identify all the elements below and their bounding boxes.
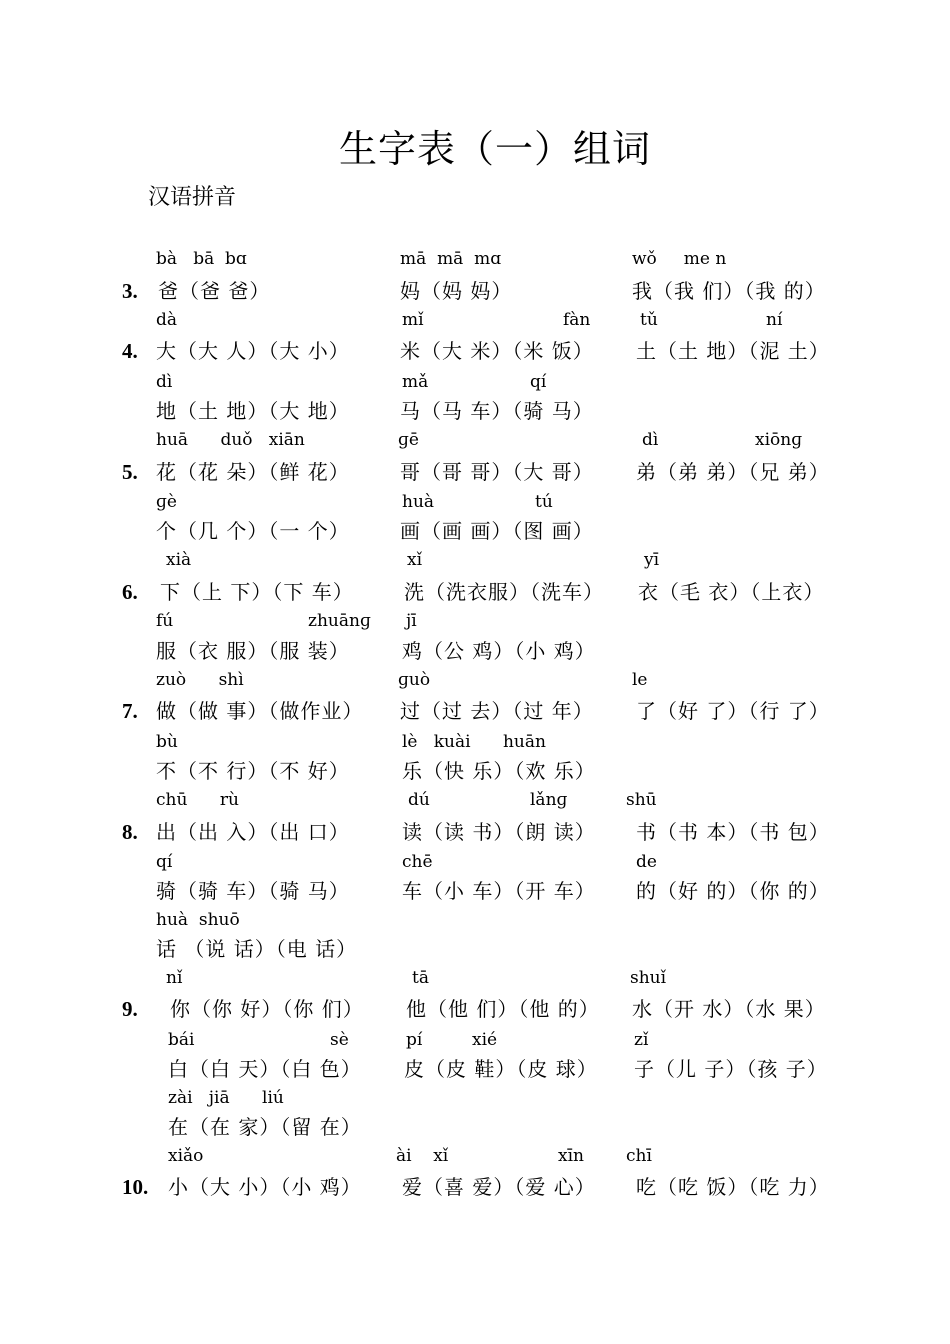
pinyin-text: shuǐ [630,968,667,988]
word-group-text: 爱（喜 爱）（爱 心） [402,1175,596,1199]
lesson-number: 10. [122,1175,149,1199]
pinyin-text: chū rù [156,790,239,810]
pinyin-text: shū [626,790,657,810]
word-group-text: 爸（爸 爸） [158,279,271,303]
word-group-text: 马（马 车）（骑 马） [400,399,594,423]
word-group-text: 的（好 的）（你 的） [636,879,830,903]
pinyin-text: ài xǐ [396,1146,449,1166]
pinyin-text: ní [766,310,783,330]
pinyin-text: huà shuō [156,910,240,930]
word-group-text: 他（他 们）（他 的） [406,997,600,1021]
pinyin-text: jī [406,611,417,631]
pinyin-text: yī [644,550,660,570]
pinyin-text: xié [472,1030,498,1050]
pinyin-text: zhuānɡ [308,611,371,631]
word-group-text: 做（做 事）（做作业） [156,699,364,723]
pinyin-text: tú [535,492,553,512]
pinyin-text: pí [406,1030,423,1050]
pinyin-text: chī [626,1146,652,1166]
pinyin-text: bù [156,732,178,752]
word-group-text: 乐（快 乐）（欢 乐） [402,759,596,783]
pinyin-text: le [632,670,648,690]
pinyin-text: ɡuò [398,670,431,690]
word-group-text: 下（上 下）（下 车） [160,580,354,604]
lesson-number: 4. [122,339,138,363]
word-group-text: 书（书 本）（书 包） [636,820,830,844]
pinyin-text: lè kuài huān [402,732,546,752]
page-title: 生字表（一）组词 [338,127,651,171]
pinyin-text: xiǎo [168,1146,204,1166]
word-group-text: 过（过 去）（过 年） [400,699,594,723]
pinyin-text: zuò shì [156,670,244,690]
lesson-number: 8. [122,820,138,844]
lesson-number: 6. [122,580,138,604]
pinyin-text: mā mā mɑ [400,249,502,269]
pinyin-text: bái [168,1030,195,1050]
word-group-text: 出（出 入）（出 口） [156,820,350,844]
word-group-text: 白（白 天）（白 色） [168,1057,362,1081]
word-group-text: 个（几 个）（一 个） [156,519,350,543]
word-group-text: 车（小 车）（开 车） [402,879,596,903]
word-group-text: 大（大 人）（大 小） [156,339,350,363]
word-group-text: 吃（吃 饭）（吃 力） [636,1175,830,1199]
word-group-text: 画（画 画）（图 画） [400,519,594,543]
pinyin-text: wǒ me n [632,249,727,269]
word-group-text: 洗（洗衣服）（洗车） [404,580,604,604]
pinyin-text: dì [642,430,659,450]
pinyin-text: zài jiā liú [168,1088,284,1108]
pinyin-text: huà [402,492,435,512]
pinyin-text: mǐ [402,310,424,330]
pinyin-text: zǐ [634,1030,649,1050]
pinyin-text: tǔ [640,310,658,330]
pinyin-text: qí [156,852,173,872]
word-group-text: 子（儿 子）（孩 子） [634,1057,828,1081]
pinyin-text: dà [156,310,178,330]
word-group-text: 读（读 书）（朗 读） [402,820,596,844]
word-group-text: 皮（皮 鞋）（皮 球） [404,1057,598,1081]
lesson-number: 9. [122,997,138,1021]
pinyin-text: xǐ [407,550,423,570]
word-group-text: 了（好 了）（行 了） [636,699,830,723]
pinyin-text: xiōnɡ [755,430,803,450]
word-group-text: 花（花 朵）（鲜 花） [156,460,350,484]
word-group-text: 小（大 小）（小 鸡） [168,1175,362,1199]
word-group-text: 弟（弟 弟）（兄 弟） [636,460,830,484]
pinyin-text: xīn [558,1146,584,1166]
word-group-text: 水（开 水）（水 果） [632,997,826,1021]
word-group-text: 服（衣 服）（服 装） [156,639,350,663]
word-group-text: 不（不 行）（不 好） [156,759,350,783]
word-group-text: 土（土 地）（泥 土） [636,339,830,363]
word-group-text: 米（大 米）（米 饭） [400,339,594,363]
word-group-text: 妈（妈 妈） [400,279,513,303]
word-group-text: 在（在 家）（留 在） [168,1115,362,1139]
pinyin-text: sè [330,1030,349,1050]
pinyin-text: dì [156,372,173,392]
pinyin-text: bà bā bɑ [156,249,247,269]
pinyin-text: ɡè [156,492,177,512]
pinyin-text: xià [166,550,192,570]
word-group-text: 我（我 们）（我 的） [632,279,826,303]
pinyin-text: mǎ [402,372,429,392]
section-subtitle: 汉语拼音 [148,185,237,210]
pinyin-text: ɡē [398,430,419,450]
pinyin-text: fú [156,611,174,631]
pinyin-text: fàn [563,310,591,330]
word-group-text: 鸡（公 鸡）（小 鸡） [402,639,596,663]
pinyin-text: huā duǒ xiān [156,430,305,450]
word-group-text: 哥（哥 哥）（大 哥） [400,460,594,484]
word-group-text: 你（你 好）（你 们） [170,997,364,1021]
word-group-text: 衣（毛 衣）（上衣） [638,580,825,604]
word-group-text: 骑（骑 车）（骑 马） [156,879,350,903]
lesson-number: 3. [122,279,138,303]
word-group-text: 话 （说 话）（电 话） [156,937,358,961]
pinyin-text: nǐ [166,968,183,988]
pinyin-text: chē [402,852,433,872]
pinyin-text: tā [412,968,429,988]
pinyin-text: de [636,852,657,872]
word-group-text: 地（土 地）（大 地） [156,399,350,423]
pinyin-text: dú [408,790,430,810]
pinyin-text: qí [530,372,547,392]
lesson-number: 7. [122,699,138,723]
pinyin-text: lǎnɡ [530,790,568,810]
lesson-number: 5. [122,460,138,484]
